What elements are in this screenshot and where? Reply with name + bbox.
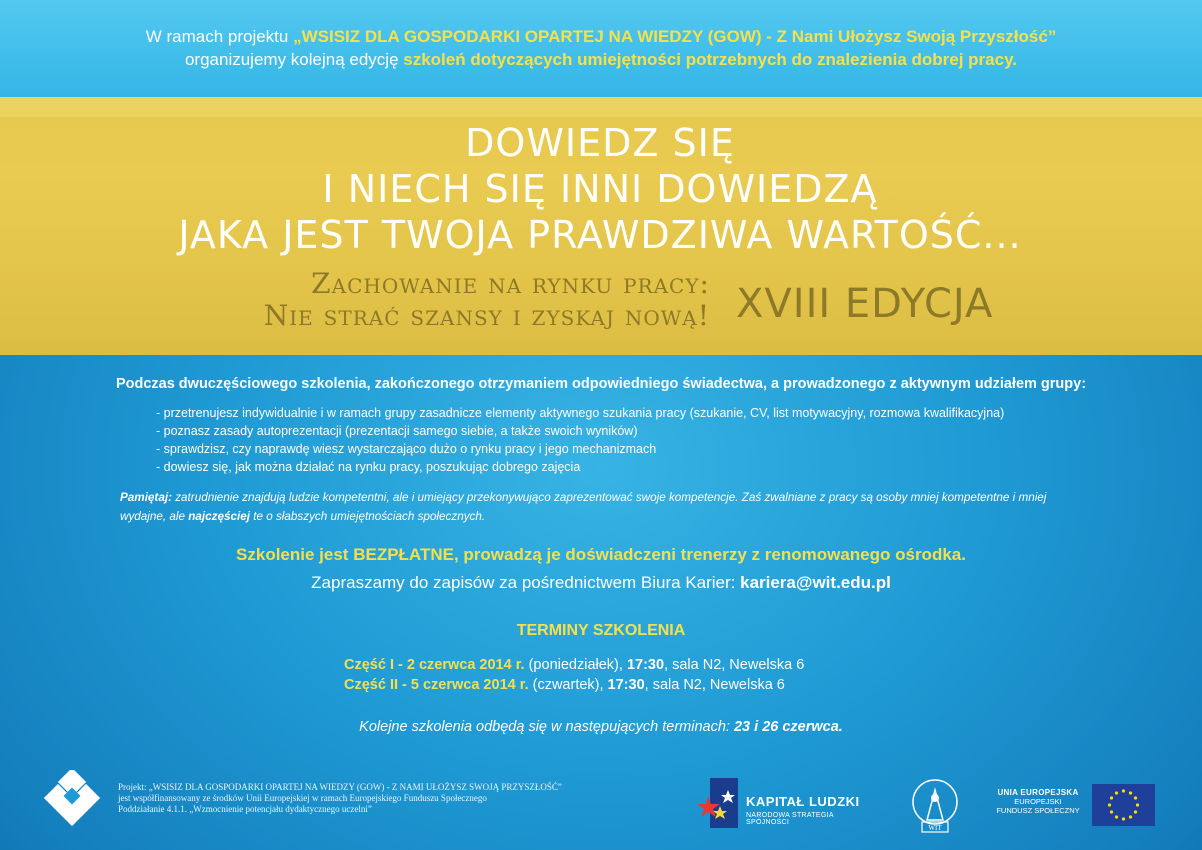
remember-text: zatrudnienie znajdują ludzie kompetentni, ale i umiejący przekonywująco zaprezentować swoje kompetencje. Zaś zwalniane z pracy są osoby mniej kompetentne i mniej wydajne, ale — [120, 491, 1047, 523]
eu-line-2: FUNDUSZ SPOŁECZNY — [996, 806, 1080, 815]
free-suffix: , prowadzą je doświadczeni trenerzy z renomowanego ośrodka. — [453, 545, 966, 564]
terms-heading: TERMINY SZKOLENIA — [516, 622, 686, 639]
next-dates: 23 i 26 czerwca. — [733, 719, 843, 735]
session-dates — [344, 655, 804, 695]
email-link[interactable]: kariera@wit.edu.pl — [740, 573, 891, 592]
list-item: - sprawdzisz, czy naprawdę wiesz wystarczająco dużo o rynku pracy i jego mechanizmach — [156, 440, 1004, 458]
remember-label: Pamiętaj: — [120, 491, 172, 504]
list-item: - dowiesz się, jak można działać na rynku pracy, poszukując dobrego zajęcia — [156, 458, 1004, 476]
signup-invite — [0, 573, 1202, 593]
kapital-ludzki-logo — [696, 776, 876, 832]
intro-prefix: W ramach projektu — [145, 27, 294, 46]
eu-title: UNIA EUROPEJSKA — [997, 788, 1079, 797]
eu-flag-icon — [1092, 784, 1155, 826]
remember-text-end: te o słabszych umiejętnościach społecznych. — [249, 510, 486, 523]
next-text: Kolejne szkolenia odbędą się w następujących terminach: — [359, 719, 734, 735]
remember-note — [120, 488, 1095, 526]
kl-title: KAPITAŁ LUDZKI — [746, 794, 860, 809]
lead-text: Podczas dwuczęściowego szkolenia, zakończonego otrzymaniem odpowiedniego świadectwa, a prowadzonego z aktywnym udziałem grupy: — [115, 376, 1087, 392]
remember-bold: najczęściej — [188, 510, 250, 523]
project-name: „WSISIZ DLA GOSPODARKI OPARTEJ NA WIEDZY (GOW) - Z Nami Ułożysz Swoją Przyszłość” — [293, 27, 1057, 46]
band-stripe — [0, 97, 1202, 117]
project-info-line-3: Poddziałanie 4.1.1. „Wzmocnienie potencjału dydaktycznego uczelni” — [118, 804, 372, 814]
project-info-line-2: jest współfinansowany ze środków Unii Europejskiej w ramach Europejskiego Funduszu Społecznego — [118, 793, 487, 803]
wsisiz-logo-icon — [44, 770, 104, 830]
intro-line2-bold: szkoleń dotyczących umiejętności potrzebnych do znalezienia dobrej pracy. — [403, 50, 1018, 69]
session-2-day: (czwartek), — [528, 677, 608, 693]
list-item: - przetrenujesz indywidualnie i w ramach grupy zasadnicze elementy aktywnego szukania pracy (szukanie, CV, list motywacyjny, rozmowa kwalifikacyjna) — [156, 404, 1004, 422]
intro-line2-prefix: organizujemy kolejną edycję — [184, 50, 404, 69]
session-2-part: Część II - 5 czerwca 2014 r. — [344, 677, 529, 693]
eu-text — [988, 788, 1088, 815]
svg-text:WIT: WIT — [928, 824, 942, 832]
headline-line-1: DOWIEDZ SIĘ — [465, 121, 735, 165]
session-2-time: 17:30 — [607, 677, 645, 693]
session-1-day: (poniedziałek), — [524, 657, 627, 673]
wit-emblem-icon — [900, 776, 970, 836]
headline-line-3: JAKA JEST TWOJA PRAWDZIWA WARTOŚĆ... — [178, 213, 1022, 257]
headline-line-2: I NIECH SIĘ INNI DOWIEDZĄ — [322, 167, 878, 211]
eu-line-1: EUROPEJSKI — [1014, 797, 1062, 806]
next-trainings — [0, 719, 1202, 735]
subtitle — [150, 268, 710, 332]
kl-subtitle: NARODOWA STRATEGIA SPÓJNOŚCI — [746, 812, 834, 826]
free-training-note — [0, 545, 1202, 565]
session-1-time: 17:30 — [626, 657, 665, 673]
kapital-ludzki-star-icon — [696, 776, 742, 832]
subtitle-line-2: Nie strać szansy i zyskaj nową! — [263, 299, 710, 332]
edition-label: XVIII EDYCJA — [736, 281, 994, 327]
benefits-list — [156, 404, 1004, 476]
invite-text: Zapraszamy do zapisów za pośrednictwem Biura Karier: — [311, 573, 741, 592]
subtitle-line-1: Zachowanie na rynku pracy: — [311, 267, 710, 300]
project-info-line-1: Projekt: „WSISIZ DLA GOSPODARKI OPARTEJ NA WIEDZY (GOW) - Z NAMI UŁOŻYSZ SWOJĄ PRZYSZŁOŚĆ” — [118, 782, 562, 792]
session-1-part: Część I - 2 czerwca 2014 r. — [344, 657, 525, 673]
session-2 — [344, 675, 804, 695]
session-2-place: , sala N2, Newelska 6 — [644, 677, 785, 693]
session-1 — [344, 655, 804, 675]
project-info — [118, 782, 678, 815]
headline — [100, 120, 1100, 258]
session-1-place: , sala N2, Newelska 6 — [664, 657, 805, 673]
free-bold: BEZPŁATNE — [353, 545, 454, 564]
list-item: - poznasz zasady autoprezentacji (prezentacji samego siebie, a także swoich wyników) — [156, 422, 1004, 440]
free-prefix: Szkolenie jest — [236, 545, 354, 564]
intro-text — [120, 25, 1082, 71]
